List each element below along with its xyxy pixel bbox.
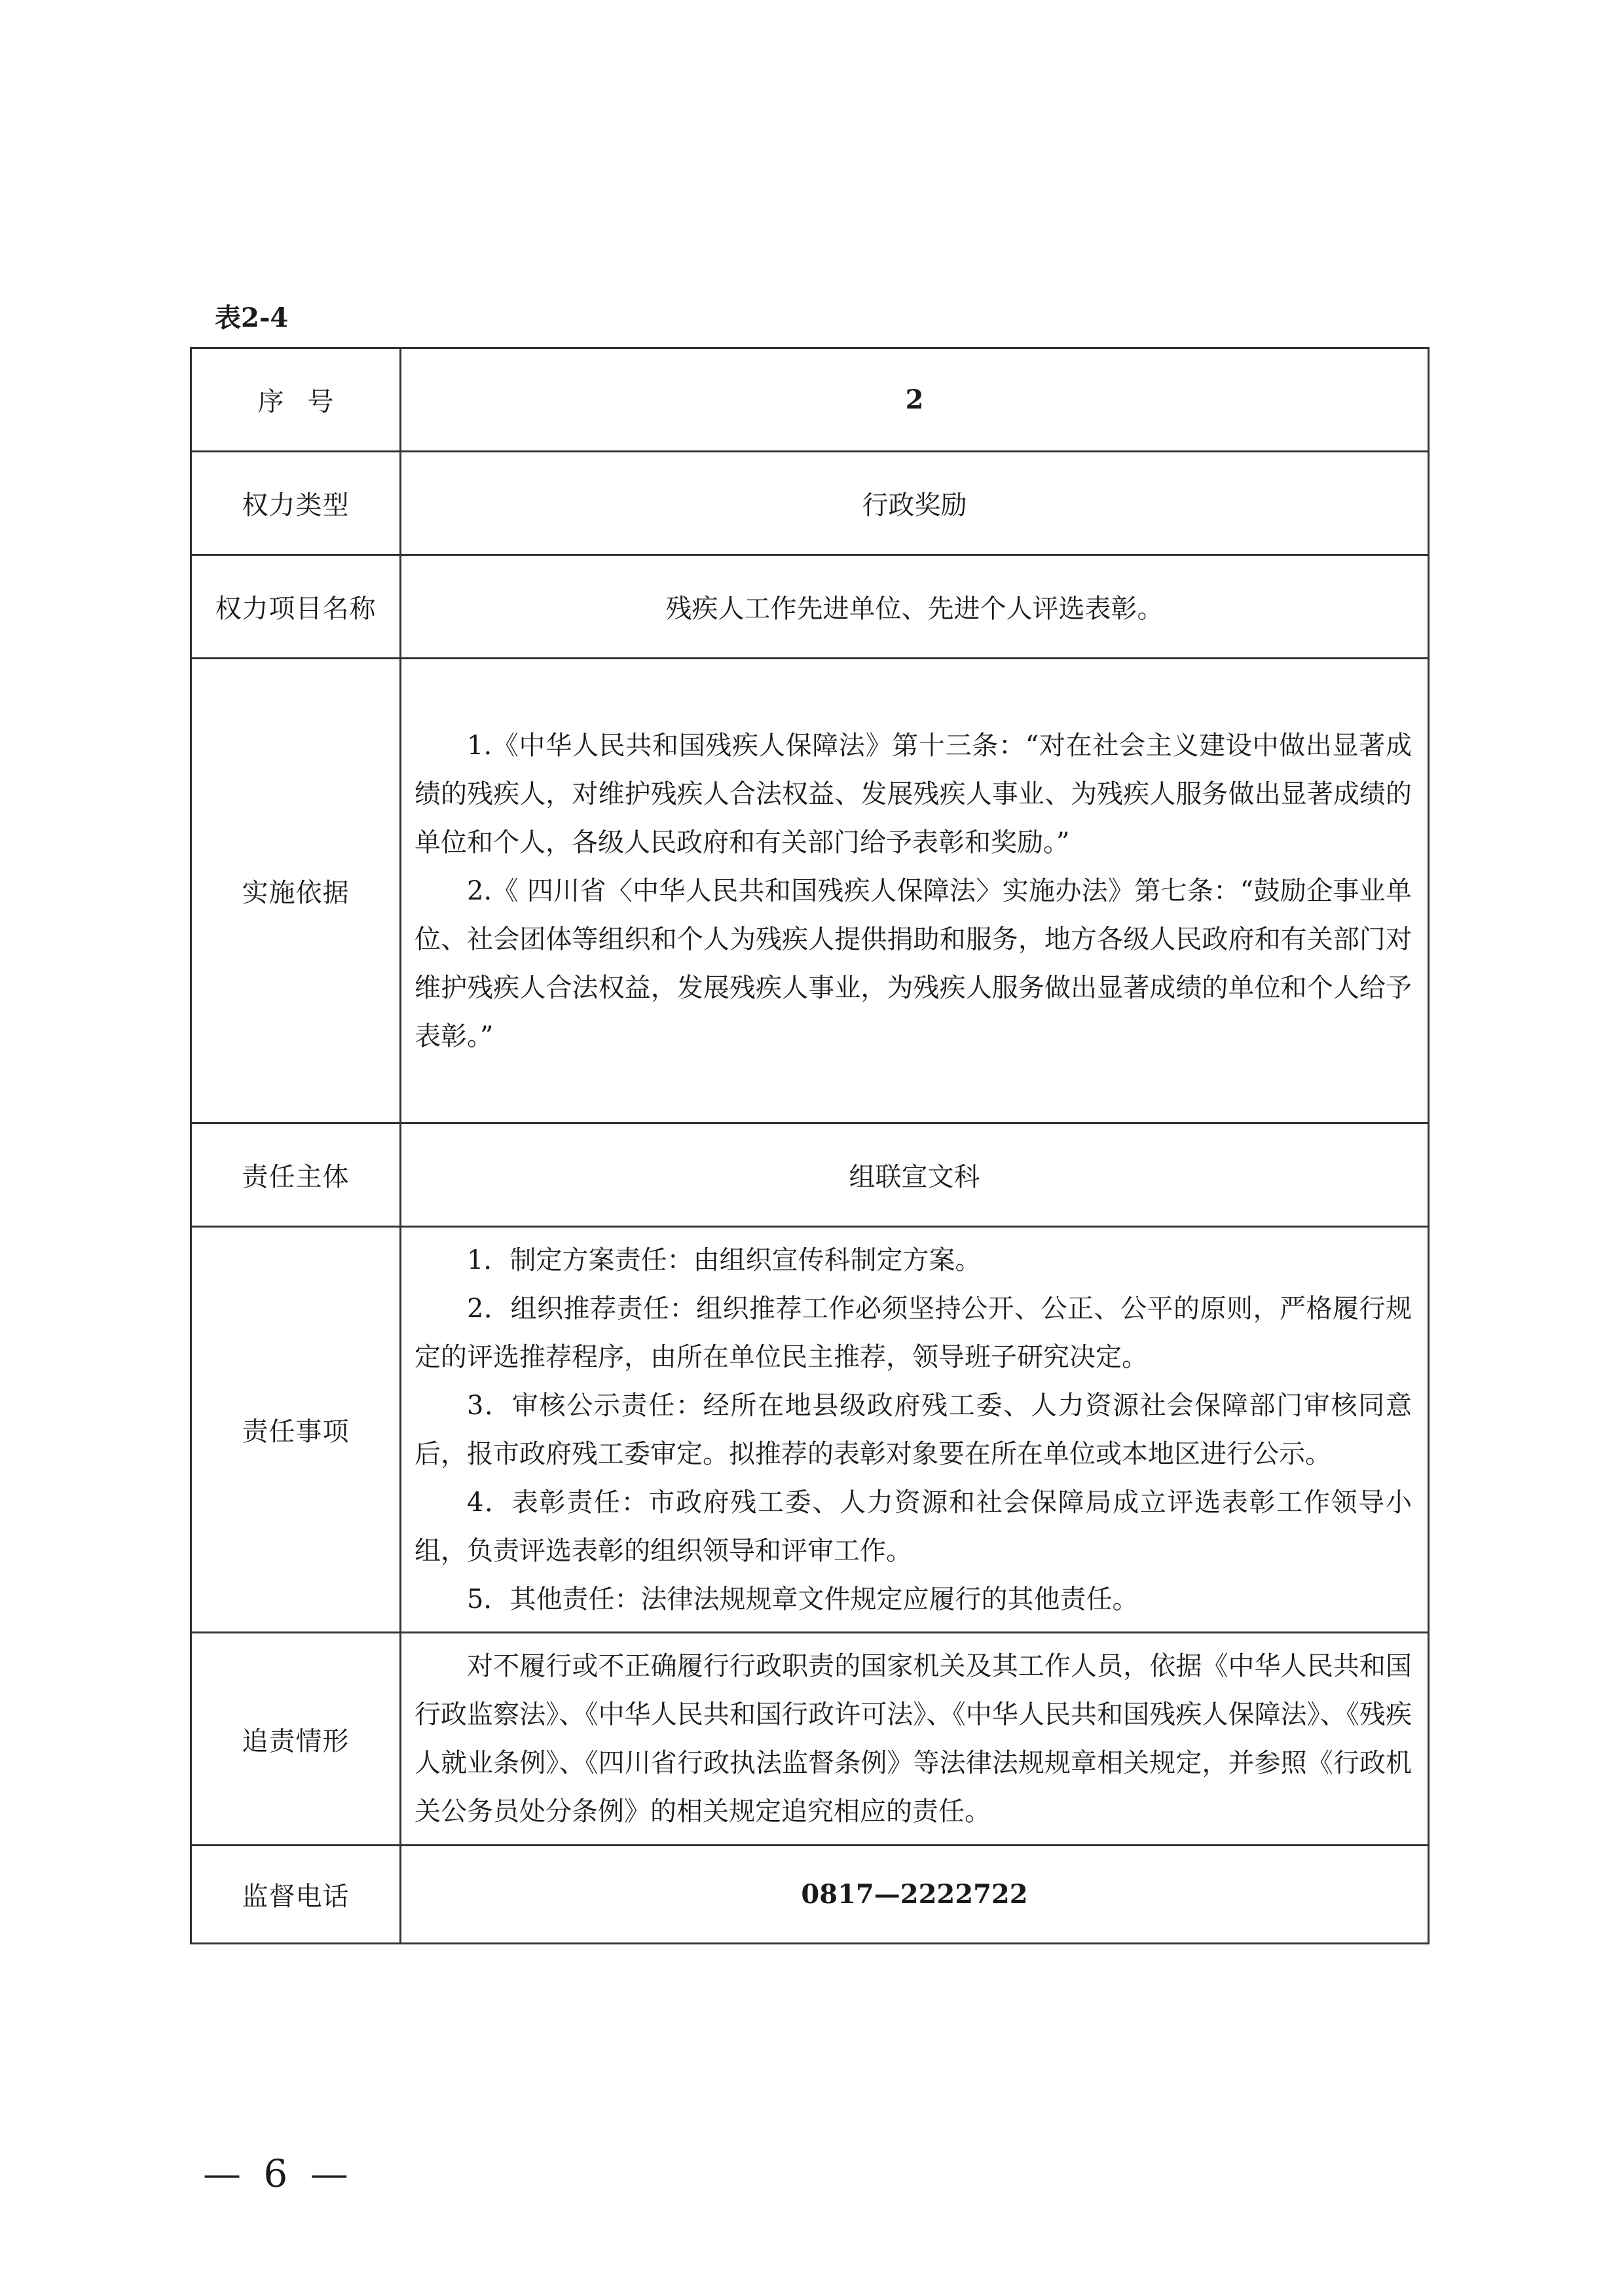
responsibility-item: 3．审核公示责任：经所在地县级政府残工委、人力资源社会保障部门审核同意后，报市政府残工委审定。拟推荐的表彰对象要在所在单位或本地区进行公示。 [415, 1390, 1412, 1469]
serial-label: 序号 [257, 387, 358, 417]
hotline-label: 监督电话 [191, 1846, 401, 1944]
responsible-body-value: 组联宣文科 [401, 1123, 1429, 1227]
power-type-value: 行政奖励 [401, 452, 1429, 555]
accountability-label: 追责情形 [191, 1633, 401, 1846]
responsible-body-label: 责任主体 [191, 1123, 401, 1227]
responsibilities-content [401, 1227, 1429, 1633]
table-row-basis [191, 659, 1429, 1123]
basis-paragraph: 1.《中华人民共和国残疾人保障法》第十三条：“对在社会主义建设中做出显著成绩的残疾人，对维护残疾人合法权益、发展残疾人事业、为残疾人服务做出显著成绩的单位和个人，各级人民政府和有关部门给予表彰和奖励。” [415, 730, 1412, 858]
responsibility-item: 1．制定方案责任：由组织宣传科制定方案。 [467, 1245, 982, 1275]
responsibility-item: 5．其他责任：法律法规规章文件规定应履行的其他责任。 [467, 1584, 1139, 1614]
power-list-table [190, 347, 1430, 1944]
table-row-accountability [191, 1633, 1429, 1846]
basis-content [401, 659, 1429, 1123]
serial-value: 2 [401, 348, 1429, 452]
page-number: — 6 — [203, 2151, 354, 2196]
basis-label: 实施依据 [191, 659, 401, 1123]
responsibility-item: 4．表彰责任：市政府残工委、人力资源和社会保障局成立评选表彰工作领导小组，负责评选表彰的组织领导和评审工作。 [415, 1487, 1412, 1566]
responsibility-item: 2．组织推荐责任：组织推荐工作必须坚持公开、公正、公平的原则，严格履行规定的评选推荐程序，由所在单位民主推荐，领导班子研究决定。 [415, 1293, 1412, 1372]
responsibilities-label: 责任事项 [191, 1227, 401, 1633]
accountability-paragraph: 对不履行或不正确履行行政职责的国家机关及其工作人员，依据《中华人民共和国行政监察法》、《中华人民共和国行政许可法》、《中华人民共和国残疾人保障法》、《残疾人就业条例》、《四川省行政执法监督条例》等法律法规规章相关规定，并参照《行政机关公务员处分条例》的相关规定追究相应的责任。 [415, 1651, 1412, 1827]
basis-paragraph: 2.《 四川省〈中华人民共和国残疾人保障法〉实施办法》第七条：“鼓励企事业单位、社会团体等组织和个人为残疾人提供捐助和服务，地方各级人民政府和有关部门对维护残疾人合法权益，发展残疾人事业，为残疾人服务做出显著成绩的单位和个人给予表彰。” [415, 875, 1412, 1051]
table-row-item-name [191, 555, 1429, 659]
table-row-serial [191, 348, 1429, 452]
accountability-content [401, 1633, 1429, 1846]
power-type-label: 权力类型 [191, 452, 401, 555]
table-row-power-type [191, 452, 1429, 555]
table-row-responsible-body [191, 1123, 1429, 1227]
serial-label-cell [191, 348, 401, 452]
hotline-value: 0817—2222722 [401, 1846, 1429, 1944]
item-name-value: 残疾人工作先进单位、先进个人评选表彰。 [401, 555, 1429, 659]
table-row-responsibilities [191, 1227, 1429, 1633]
table-row-hotline [191, 1846, 1429, 1944]
item-name-label: 权力项目名称 [191, 555, 401, 659]
table-label: 表2-4 [215, 302, 289, 333]
